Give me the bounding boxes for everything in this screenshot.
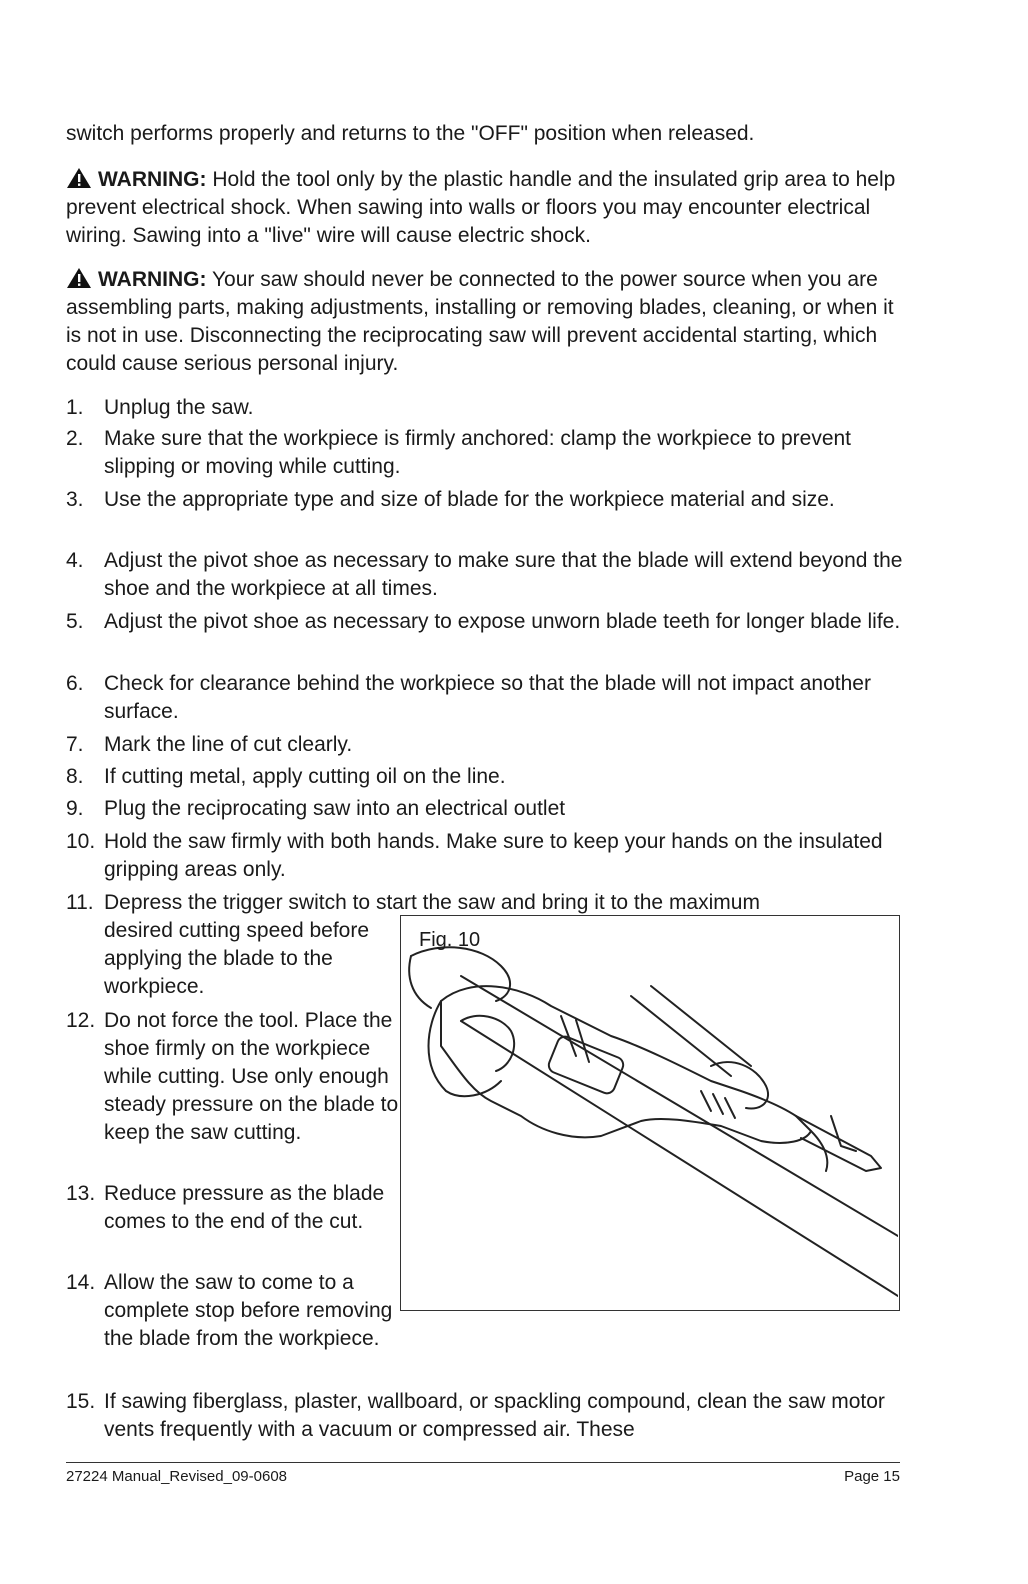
list-item: 11. Depress the trigger switch to start the saw and bring it to the maximum desired cutting speed before applying the blade to the workpiece. — [66, 891, 760, 998]
footer-rule — [66, 1462, 900, 1463]
list-item: 10. Hold the saw firmly with both hands. Make sure to keep your hands on the insulated gripping areas only. — [66, 830, 883, 881]
figure-label: Fig. 10 — [419, 929, 481, 951]
list-item: 1. Unplug the saw. — [66, 396, 254, 419]
warning-text: Your saw should never be connected to the power source when you are assembling parts, making adjustments, installing or removing blades, cleaning, or when it is not in use. Disconnecting the reciprocating saw will prevent accidental starting, which could cause serious personal injury. — [66, 268, 894, 375]
list-item: 9. Plug the reciprocating saw into an electrical outlet — [66, 797, 566, 820]
warning-label: WARNING: — [98, 168, 207, 191]
warning-power-source — [66, 266, 906, 378]
list-item: 15. If sawing fiberglass, plaster, wallboard, or spackling compound, clean the saw motor vents frequently with a vacuum or compressed air. These — [66, 1390, 885, 1441]
list-item: 8. If cutting metal, apply cutting oil on the line. — [66, 765, 506, 788]
list-item: 14. Allow the saw to come to a complete stop before removing the blade from the workpiece. — [66, 1271, 393, 1350]
warning-triangle-icon — [66, 167, 92, 189]
intro-line: switch performs properly and returns to the "OFF" position when released. — [66, 122, 755, 145]
list-item: 2. Make sure that the workpiece is firmly anchored: clamp the workpiece to prevent slipping or moving while cutting. — [66, 427, 852, 478]
list-item: 3. Use the appropriate type and size of blade for the workpiece material and size. — [66, 488, 835, 511]
list-item: 13. Reduce pressure as the blade comes to the end of the cut. — [66, 1182, 385, 1233]
list-item: 5. Adjust the pivot shoe as necessary to expose unworn blade teeth for longer blade life. — [66, 610, 901, 633]
footer-doc-id: 27224 Manual_Revised_09-0608 — [66, 1468, 288, 1485]
figure-10 — [400, 915, 900, 1311]
warning-electric-shock — [66, 166, 906, 250]
list-item: 4. Adjust the pivot shoe as necessary to make sure that the blade will extend beyond the shoe and the workpiece at all times. — [66, 549, 903, 600]
warning-text: Hold the tool only by the plastic handle and the insulated grip area to help prevent electrical shock. When sawing into walls or floors you may encounter electrical wiring. Sawing into a "live" wire will cause electric shock. — [66, 168, 896, 247]
warning-label: WARNING: — [98, 268, 207, 291]
list-item: 6. Check for clearance behind the workpiece so that the blade will not impact another surface. — [66, 672, 871, 723]
reciprocating-saw-illustration — [401, 916, 898, 1309]
warning-triangle-icon — [66, 267, 92, 289]
list-item: 12. Do not force the tool. Place the shoe firmly on the workpiece while cutting. Use only enough steady pressure on the blade to keep the saw cutting. — [66, 1009, 399, 1144]
list-item: 7. Mark the line of cut clearly. — [66, 733, 353, 756]
page-number: Page 15 — [844, 1468, 900, 1485]
